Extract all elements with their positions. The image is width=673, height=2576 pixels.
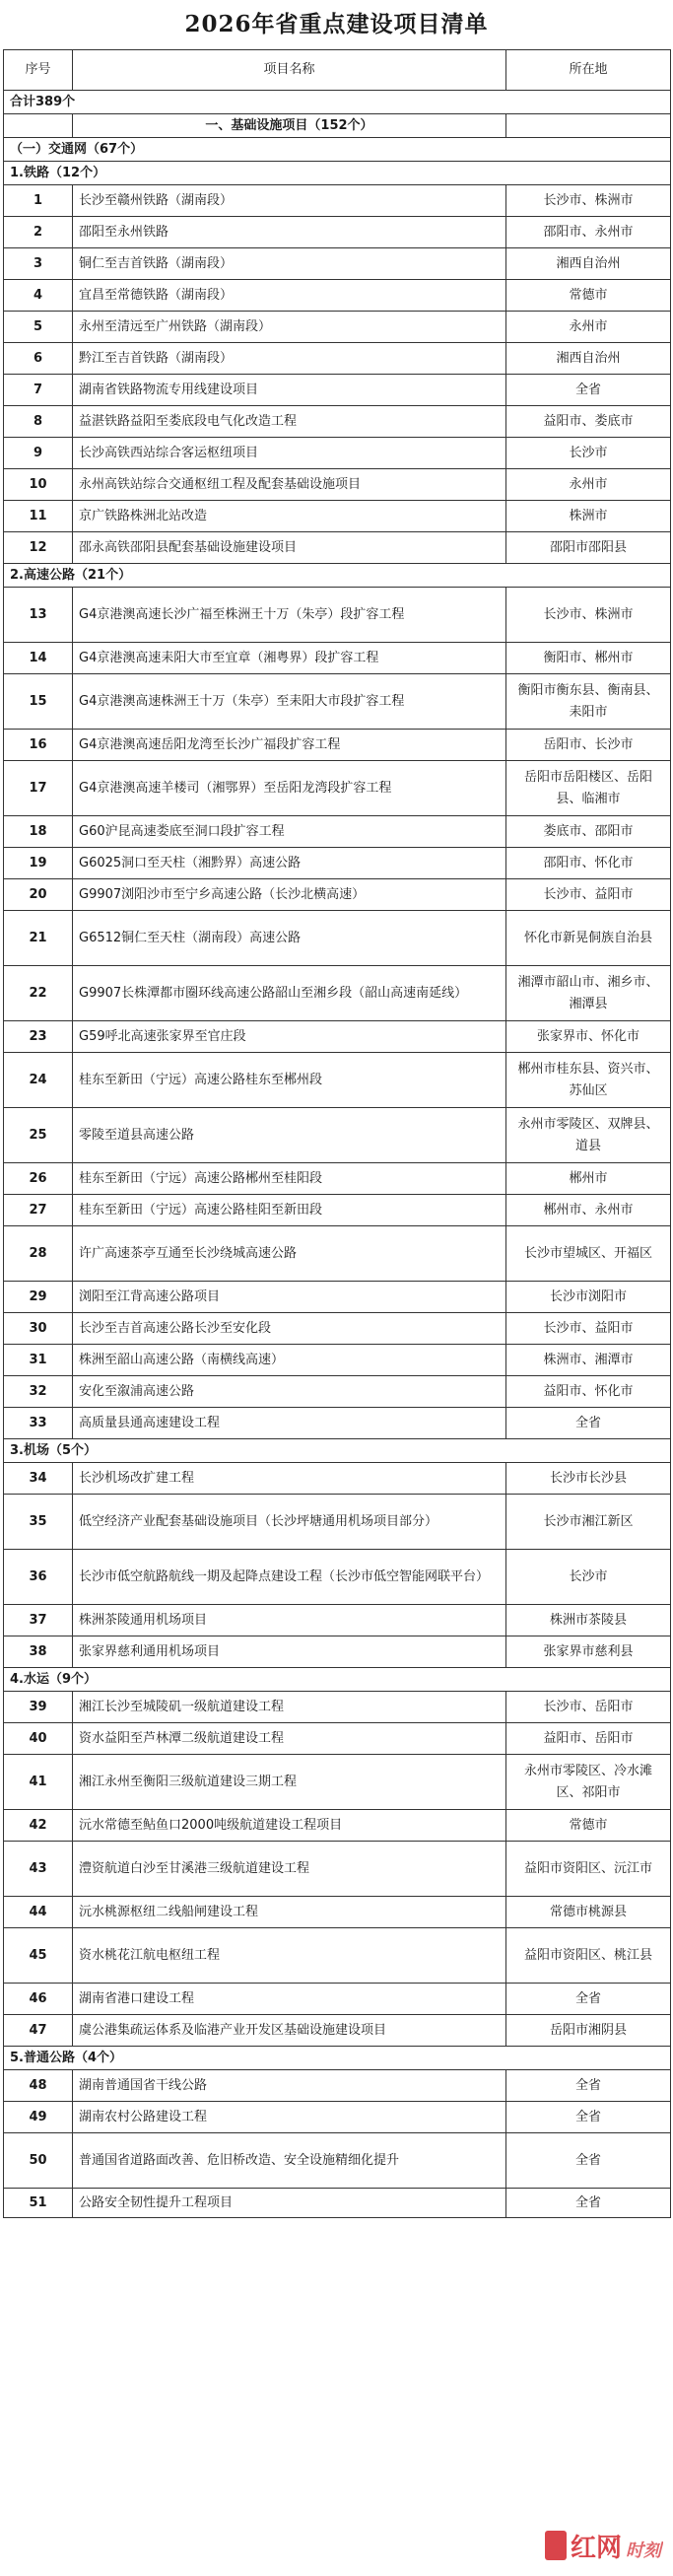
table-row [4, 343, 671, 375]
table-row [4, 1692, 671, 1723]
row-location: 岳阳市、长沙市 [506, 730, 671, 761]
row-location: 长沙市 [506, 1550, 671, 1605]
row-number: 29 [4, 1282, 73, 1313]
table-row [4, 848, 671, 879]
row-location: 邵阳市邵阳县 [506, 532, 671, 564]
row-location: 衡阳市衡东县、衡南县、耒阳市 [506, 674, 671, 730]
table-row [4, 1897, 671, 1928]
table-row [4, 375, 671, 406]
row-location: 益阳市、岳阳市 [506, 1723, 671, 1755]
row-location: 湘西自治州 [506, 343, 671, 375]
row-project-name: 澧资航道白沙至甘溪港三级航道建设工程 [73, 1842, 506, 1897]
row-location: 湘西自治州 [506, 248, 671, 280]
table-header-row [4, 50, 671, 91]
row-location: 全省 [506, 2070, 671, 2102]
hongwang-watermark-logo [545, 2523, 663, 2568]
row-number: 28 [4, 1226, 73, 1282]
row-number: 9 [4, 438, 73, 469]
row-project-name: 宜昌至常德铁路（湖南段） [73, 280, 506, 312]
table-row [4, 643, 671, 674]
table-row [4, 1345, 671, 1376]
row-project-name: 湘江永州至衡阳三级航道建设三期工程 [73, 1755, 506, 1810]
table-row [4, 1842, 671, 1897]
row-project-name: 桂东至新田（宁远）高速公路郴州至桂阳段 [73, 1163, 506, 1195]
row-location: 常德市桃源县 [506, 1897, 671, 1928]
row-project-name: G4京港澳高速长沙广福至株洲王十万（朱亭）段扩容工程 [73, 588, 506, 643]
row-number: 32 [4, 1376, 73, 1408]
table-row [4, 312, 671, 343]
row-number: 5 [4, 312, 73, 343]
table-row [4, 1636, 671, 1668]
row-number: 30 [4, 1313, 73, 1345]
row-project-name: 邵永高铁邵阳县配套基础设施建设项目 [73, 532, 506, 564]
row-location: 全省 [506, 2133, 671, 2189]
table-row [4, 248, 671, 280]
row-project-name: G4京港澳高速耒阳大市至宜章（湘粤界）段扩容工程 [73, 643, 506, 674]
group-title: 4.水运（9个） [4, 1668, 671, 1692]
row-number: 39 [4, 1692, 73, 1723]
row-number: 49 [4, 2102, 73, 2133]
row-number: 15 [4, 674, 73, 730]
table-row [4, 185, 671, 217]
row-project-name: 黔江至吉首铁路（湖南段） [73, 343, 506, 375]
row-project-name: 零陵至道县高速公路 [73, 1108, 506, 1163]
row-project-name: 公路安全韧性提升工程项目 [73, 2189, 506, 2218]
row-location: 全省 [506, 375, 671, 406]
row-number: 33 [4, 1408, 73, 1439]
row-location: 长沙市、株洲市 [506, 588, 671, 643]
row-location: 益阳市资阳区、桃江县 [506, 1928, 671, 1984]
table-row [4, 1984, 671, 2015]
row-number: 24 [4, 1053, 73, 1108]
row-location: 长沙市、岳阳市 [506, 1692, 671, 1723]
row-project-name: 株洲至韶山高速公路（南横线高速） [73, 1345, 506, 1376]
row-number: 3 [4, 248, 73, 280]
row-number: 36 [4, 1550, 73, 1605]
group-header-row [4, 2047, 671, 2070]
row-project-name: G4京港澳高速羊楼司（湘鄂界）至岳阳龙湾段扩容工程 [73, 761, 506, 816]
row-number: 21 [4, 911, 73, 966]
row-location: 郴州市、永州市 [506, 1195, 671, 1226]
row-number: 25 [4, 1108, 73, 1163]
row-location: 株洲市茶陵县 [506, 1605, 671, 1636]
table-row [4, 816, 671, 848]
row-project-name: 资水桃花江航电枢纽工程 [73, 1928, 506, 1984]
row-number: 37 [4, 1605, 73, 1636]
row-number: 43 [4, 1842, 73, 1897]
row-number: 40 [4, 1723, 73, 1755]
page-title: 2026年省重点建设项目清单 [184, 11, 489, 37]
row-location: 长沙市 [506, 438, 671, 469]
row-location: 益阳市、娄底市 [506, 406, 671, 438]
group-header-row [4, 564, 671, 588]
table-row [4, 730, 671, 761]
row-location: 全省 [506, 2102, 671, 2133]
row-project-name: 虞公港集疏运体系及临港产业开发区基础设施建设项目 [73, 2015, 506, 2047]
row-location: 衡阳市、郴州市 [506, 643, 671, 674]
group-title: 2.高速公路（21个） [4, 564, 671, 588]
row-location: 株洲市、湘潭市 [506, 1345, 671, 1376]
row-project-name: 浏阳至江背高速公路项目 [73, 1282, 506, 1313]
row-location: 长沙市、益阳市 [506, 879, 671, 911]
table-row [4, 588, 671, 643]
row-number: 44 [4, 1897, 73, 1928]
row-project-name: 永州至清远至广州铁路（湖南段） [73, 312, 506, 343]
table-row [4, 501, 671, 532]
row-location: 长沙市望城区、开福区 [506, 1226, 671, 1282]
row-location: 张家界市慈利县 [506, 1636, 671, 1668]
row-location: 郴州市桂东县、资兴市、苏仙区 [506, 1053, 671, 1108]
row-project-name: 长沙市低空航路航线一期及起降点建设工程（长沙市低空智能网联平台） [73, 1550, 506, 1605]
row-location: 常德市 [506, 1810, 671, 1842]
row-location: 永州市零陵区、冷水滩区、祁阳市 [506, 1755, 671, 1810]
project-table [3, 49, 671, 2218]
row-location: 益阳市资阳区、沅江市 [506, 1842, 671, 1897]
table-row [4, 911, 671, 966]
group-title: 5.普通公路（4个） [4, 2047, 671, 2070]
row-project-name: G59呼北高速张家界至官庄段 [73, 1021, 506, 1053]
row-project-name: 普通国省道路面改善、危旧桥改造、安全设施精细化提升 [73, 2133, 506, 2189]
row-project-name: G9907长株潭都市圈环线高速公路韶山至湘乡段（韶山高速南延线） [73, 966, 506, 1021]
row-location: 邵阳市、怀化市 [506, 848, 671, 879]
table-row [4, 1550, 671, 1605]
group-title: 3.机场（5个） [4, 1439, 671, 1463]
group-title: 1.铁路（12个） [4, 162, 671, 185]
subcategory-row [4, 138, 671, 162]
table-row [4, 1053, 671, 1108]
row-project-name: G6025洞口至天柱（湘黔界）高速公路 [73, 848, 506, 879]
row-project-name: 许广高速茶亭互通至长沙绕城高速公路 [73, 1226, 506, 1282]
row-project-name: 湖南农村公路建设工程 [73, 2102, 506, 2133]
table-row [4, 1810, 671, 1842]
watermark-subtext: 时刻 [626, 2541, 661, 2561]
header-number: 序号 [4, 50, 73, 91]
row-project-name: 湖南普通国省干线公路 [73, 2070, 506, 2102]
row-project-name: 长沙至吉首高速公路长沙至安化段 [73, 1313, 506, 1345]
row-number: 46 [4, 1984, 73, 2015]
table-row [4, 1163, 671, 1195]
row-location: 益阳市、怀化市 [506, 1376, 671, 1408]
row-project-name: 沅水常德至鲇鱼口2000吨级航道建设工程项目 [73, 1810, 506, 1842]
row-project-name: 资水益阳至芦林潭二级航道建设工程 [73, 1723, 506, 1755]
table-row [4, 1226, 671, 1282]
row-project-name: 安化至溆浦高速公路 [73, 1376, 506, 1408]
table-row [4, 1195, 671, 1226]
row-number: 20 [4, 879, 73, 911]
row-location: 郴州市 [506, 1163, 671, 1195]
table-row [4, 674, 671, 730]
table-row [4, 1928, 671, 1984]
table-row [4, 1108, 671, 1163]
row-number: 34 [4, 1463, 73, 1495]
row-location: 全省 [506, 2189, 671, 2218]
row-project-name: 长沙机场改扩建工程 [73, 1463, 506, 1495]
row-location: 全省 [506, 1984, 671, 2015]
row-number: 31 [4, 1345, 73, 1376]
row-project-name: 低空经济产业配套基础设施项目（长沙坪塘通用机场项目部分） [73, 1495, 506, 1550]
header-project-name: 项目名称 [73, 50, 506, 91]
table-row [4, 438, 671, 469]
table-row [4, 761, 671, 816]
group-header-row [4, 1668, 671, 1692]
table-row [4, 1408, 671, 1439]
header-location: 所在地 [506, 50, 671, 91]
row-number: 48 [4, 2070, 73, 2102]
row-project-name: G60沪昆高速娄底至洞口段扩容工程 [73, 816, 506, 848]
table-row [4, 1376, 671, 1408]
row-location: 张家界市、怀化市 [506, 1021, 671, 1053]
table-row [4, 1605, 671, 1636]
row-number: 47 [4, 2015, 73, 2047]
row-project-name: 株洲茶陵通用机场项目 [73, 1605, 506, 1636]
table-row [4, 532, 671, 564]
row-location: 岳阳市湘阴县 [506, 2015, 671, 2047]
table-row [4, 2070, 671, 2102]
row-location: 怀化市新晃侗族自治县 [506, 911, 671, 966]
table-row [4, 1495, 671, 1550]
table-row [4, 1282, 671, 1313]
table-row [4, 2015, 671, 2047]
row-location: 株洲市 [506, 501, 671, 532]
row-number: 23 [4, 1021, 73, 1053]
table-row [4, 1463, 671, 1495]
total-row [4, 91, 671, 114]
row-project-name: 长沙高铁西站综合客运枢纽项目 [73, 438, 506, 469]
table-row [4, 406, 671, 438]
row-project-name: 沅水桃源枢纽二线船闸建设工程 [73, 1897, 506, 1928]
row-project-name: 张家界慈利通用机场项目 [73, 1636, 506, 1668]
row-location: 长沙市长沙县 [506, 1463, 671, 1495]
row-location: 全省 [506, 1408, 671, 1439]
row-number: 2 [4, 217, 73, 248]
row-project-name: 高质量县通高速建设工程 [73, 1408, 506, 1439]
row-number: 16 [4, 730, 73, 761]
row-number: 1 [4, 185, 73, 217]
table-row [4, 280, 671, 312]
row-location: 邵阳市、永州市 [506, 217, 671, 248]
row-number: 18 [4, 816, 73, 848]
row-number: 6 [4, 343, 73, 375]
row-project-name: 京广铁路株洲北站改造 [73, 501, 506, 532]
table-row [4, 1021, 671, 1053]
row-number: 4 [4, 280, 73, 312]
row-project-name: 长沙至赣州铁路（湖南段） [73, 185, 506, 217]
row-number: 38 [4, 1636, 73, 1668]
row-project-name: 益湛铁路益阳至娄底段电气化改造工程 [73, 406, 506, 438]
subcategory-title: （一）交通网（67个） [4, 138, 671, 162]
row-project-name: G4京港澳高速株洲王十万（朱亭）至耒阳大市段扩容工程 [73, 674, 506, 730]
row-location: 长沙市湘江新区 [506, 1495, 671, 1550]
row-number: 12 [4, 532, 73, 564]
table-row [4, 1313, 671, 1345]
row-number: 41 [4, 1755, 73, 1810]
total-count: 合计389个 [4, 91, 671, 114]
row-number: 50 [4, 2133, 73, 2189]
row-project-name: 湘江长沙至城陵矶一级航道建设工程 [73, 1692, 506, 1723]
row-location: 永州市零陵区、双牌县、道县 [506, 1108, 671, 1163]
row-number: 42 [4, 1810, 73, 1842]
row-project-name: G6512铜仁至天柱（湖南段）高速公路 [73, 911, 506, 966]
row-number: 35 [4, 1495, 73, 1550]
row-number: 17 [4, 761, 73, 816]
row-number: 26 [4, 1163, 73, 1195]
watermark-text: 红网 [571, 2534, 623, 2563]
table-row [4, 217, 671, 248]
table-row [4, 2189, 671, 2218]
row-location: 常德市 [506, 280, 671, 312]
group-header-row [4, 1439, 671, 1463]
row-project-name: 湖南省港口建设工程 [73, 1984, 506, 2015]
row-number: 19 [4, 848, 73, 879]
table-row [4, 1723, 671, 1755]
row-location: 长沙市、株洲市 [506, 185, 671, 217]
row-number: 7 [4, 375, 73, 406]
row-number: 8 [4, 406, 73, 438]
row-project-name: 铜仁至吉首铁路（湖南段） [73, 248, 506, 280]
row-location: 长沙市、益阳市 [506, 1313, 671, 1345]
row-project-name: 邵阳至永州铁路 [73, 217, 506, 248]
row-number: 10 [4, 469, 73, 501]
row-location: 永州市 [506, 469, 671, 501]
row-project-name: 湖南省铁路物流专用线建设项目 [73, 375, 506, 406]
row-project-name: 桂东至新田（宁远）高速公路桂东至郴州段 [73, 1053, 506, 1108]
row-number: 14 [4, 643, 73, 674]
table-row [4, 966, 671, 1021]
row-project-name: G4京港澳高速岳阳龙湾至长沙广福段扩容工程 [73, 730, 506, 761]
row-project-name: G9907浏阳沙市至宁乡高速公路（长沙北横高速） [73, 879, 506, 911]
row-number: 13 [4, 588, 73, 643]
row-project-name: 永州高铁站综合交通枢纽工程及配套基础设施项目 [73, 469, 506, 501]
category-title: 一、基础设施项目（152个） [73, 114, 506, 138]
category-row [4, 114, 671, 138]
row-number: 51 [4, 2189, 73, 2218]
table-row [4, 469, 671, 501]
row-location: 湘潭市韶山市、湘乡市、湘潭县 [506, 966, 671, 1021]
table-row [4, 1755, 671, 1810]
row-project-name: 桂东至新田（宁远）高速公路桂阳至新田段 [73, 1195, 506, 1226]
row-number: 11 [4, 501, 73, 532]
row-location: 永州市 [506, 312, 671, 343]
table-row [4, 879, 671, 911]
table-row [4, 2133, 671, 2189]
row-location: 娄底市、邵阳市 [506, 816, 671, 848]
row-number: 45 [4, 1928, 73, 1984]
row-number: 27 [4, 1195, 73, 1226]
table-row [4, 2102, 671, 2133]
row-location: 长沙市浏阳市 [506, 1282, 671, 1313]
row-location: 岳阳市岳阳楼区、岳阳县、临湘市 [506, 761, 671, 816]
group-header-row [4, 162, 671, 185]
row-number: 22 [4, 966, 73, 1021]
